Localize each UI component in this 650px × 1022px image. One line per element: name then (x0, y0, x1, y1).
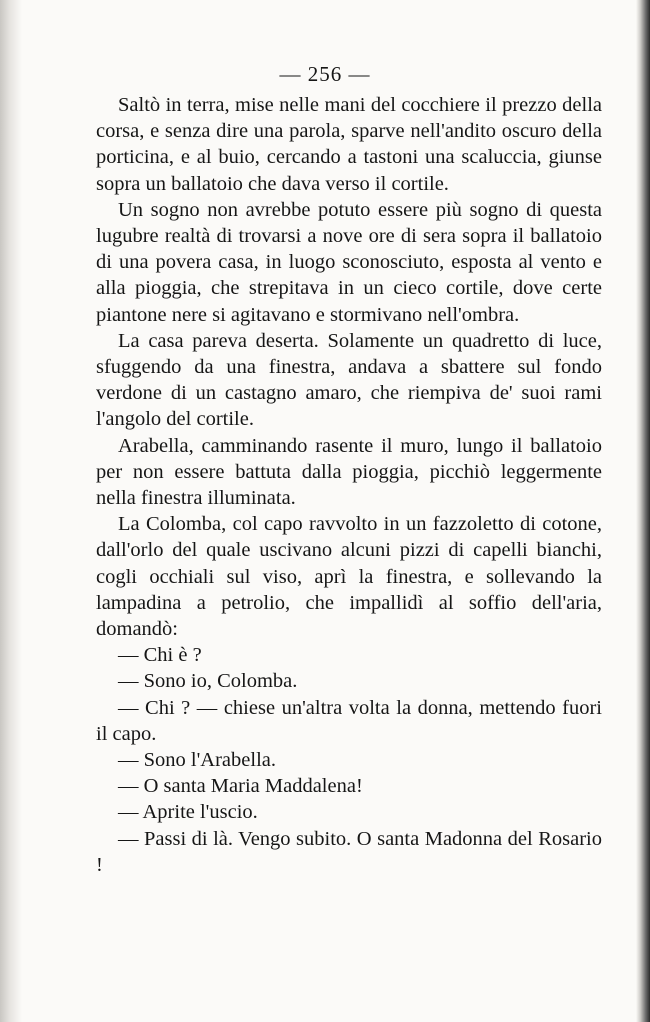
page-number: — 256 — (279, 62, 371, 86)
dialogue-line: — Sono l'Arabella. (118, 749, 276, 772)
dialogue-line: — O santa Maria Maddalena! (118, 775, 363, 798)
paragraph-arrival: Saltò in terra, mise nelle mani del cocchiere il prezzo della corsa, e senza dire una parola, sparve nell'andito oscuro della porticina, e al buio, cercando a tastoni una scaluccia, giunse sopra un ballatoio che dava verso il cortile. (96, 94, 602, 195)
paragraph-dream: Un sogno non avrebbe potuto essere più sogno di questa lugubre realtà di trovarsi a nove ore di sera sopra il ballatoio di una povera casa, in luogo sconosciuto, esposta al vento e alla pioggia, che strepitava in un cieco cortile, dove certe piantone nere si agitavano e stormivano nell'ombra. (96, 198, 602, 326)
page-right-edge-shadow (636, 0, 650, 1022)
dialogue-line: — Chi è ? (118, 644, 202, 667)
dialogue-line: — Sono io, Colomba. (118, 670, 298, 693)
dialogue-line: — Chi ? — chiese un'altra volta la donna, mettendo fuori il capo. (96, 696, 602, 745)
paragraph-deserted-house: La casa pareva deserta. Solamente un quadretto di luce, sfuggendo da una finestra, andava a sbattere sul fondo verdone di un castagno amaro, che riempiva de' suoi rami l'angolo del cortile. (96, 329, 602, 431)
dialogue-line: — Passi di là. Vengo subito. O santa Madonna del Rosario ! (96, 827, 602, 876)
paragraph-colomba-opens: La Colomba, col capo ravvolto in un fazzoletto di cotone, dall'orlo del quale uscivano alcuni pizzi di capelli bianchi, cogli occhiali sul viso, aprì la finestra, e sollevando la lampadina a petrolio, che impallidì al soffio dell'aria, domandò: (96, 513, 602, 641)
body-text (96, 92, 602, 878)
paragraph-arabella-knocks: Arabella, camminando rasente il muro, lungo il ballatoio per non essere battuta dalla pioggia, picchiò leggermente nella finestra illuminata. (96, 434, 602, 510)
page-left-edge-shadow (0, 0, 22, 1022)
dialogue-line: — Aprite l'uscio. (118, 801, 258, 824)
